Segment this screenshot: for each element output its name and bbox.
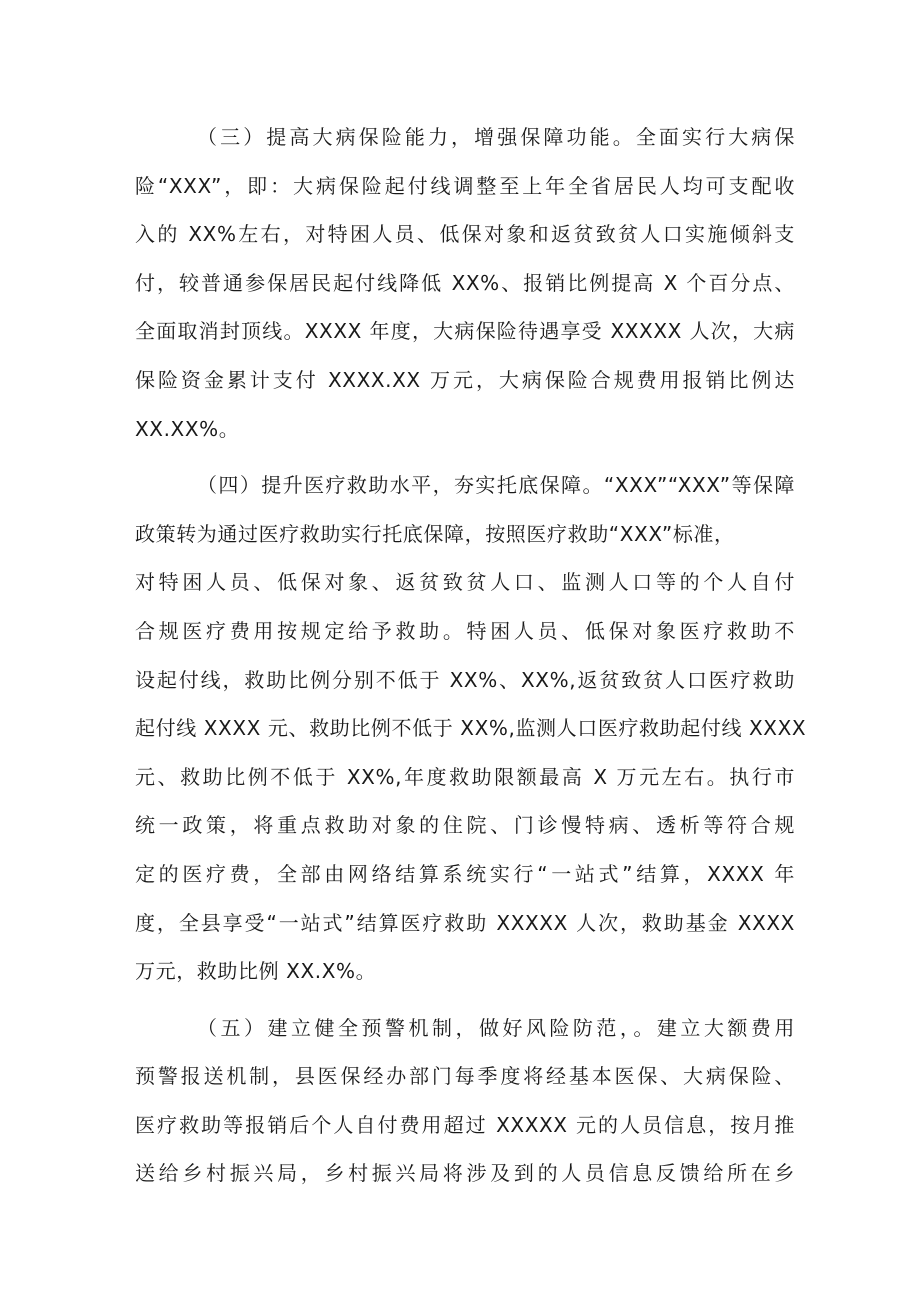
paragraph-4-line-9: 定的医疗费，全部由网络结算系统实行“一站式”结算，XXXX 年 (135, 861, 795, 886)
paragraph-5-line-3: 医疗救助等报销后个人自付费用超过 XXXXX 元的人员信息，按月推 (135, 1112, 795, 1137)
paragraph-4-line-11: 万元，救助比例 XX.X%。 (135, 959, 377, 984)
paragraph-4-line-3: 对特困人员、低保对象、返贫致贫人口、监测人口等的个人自付 (135, 570, 795, 595)
paragraph-3-line-3: 入的 XX%左右，对特困人员、低保对象和返贫致贫人口实施倾斜支 (135, 222, 795, 247)
paragraph-4-line-6: 起付线 XXXX 元、救助比例不低于 XX%,监测人口医疗救助起付线 XXXX (135, 716, 807, 741)
paragraph-4-line-10: 度，全县享受“一站式”结算医疗救助 XXXXX 人次，救助基金 XXXX (135, 910, 795, 935)
paragraph-3-line-7: XX.XX%。 (135, 416, 240, 441)
paragraph-5-line-1: （五）建立健全预警机制，做好风险防范，。建立大额费用 (197, 1015, 795, 1040)
paragraph-4-line-7: 元、救助比例不低于 XX%,年度救助限额最高 X 万元左右。执行市 (135, 764, 795, 789)
paragraph-4-line-4: 合规医疗费用按规定给予救助。特困人员、低保对象医疗救助不 (135, 618, 795, 643)
paragraph-3-line-4: 付，较普通参保居民起付线降低 XX%、报销比例提高 X 个百分点、 (135, 270, 795, 295)
paragraph-4-line-8: 统一政策，将重点救助对象的住院、门诊慢特病、透析等符合规 (135, 813, 795, 838)
paragraph-4-line-1: （四）提升医疗救助水平，夯实托底保障。“XXX”“XXX”等保障 (197, 473, 795, 498)
paragraph-3-line-2: 险“XXX”，即：大病保险起付线调整至上年全省居民人均可支配收 (135, 173, 795, 198)
paragraph-3-line-1: （三）提高大病保险能力，增强保障功能。全面实行大病保 (197, 125, 795, 149)
paragraph-4-line-5: 设起付线，救助比例分别不低于 XX%、XX%,返贫致贫人口医疗救助 (135, 667, 795, 692)
paragraph-4-line-2: 政策转为通过医疗救助实行托底保障，按照医疗救助“XXX”标准， (135, 521, 735, 546)
paragraph-5-line-4: 送给乡村振兴局，乡村振兴局将涉及到的人员信息反馈给所在乡 (135, 1161, 795, 1186)
paragraph-5-line-2: 预警报送机制，县医保经办部门每季度将经基本医保、大病保险、 (135, 1064, 795, 1089)
paragraph-3-line-5: 全面取消封顶线。XXXX 年度，大病保险待遇享受 XXXXX 人次，大病 (135, 319, 795, 344)
paragraph-3-line-6: 保险资金累计支付 XXXX.XX 万元，大病保险合规费用报销比例达 (135, 367, 795, 392)
document-body (135, 113, 807, 1198)
